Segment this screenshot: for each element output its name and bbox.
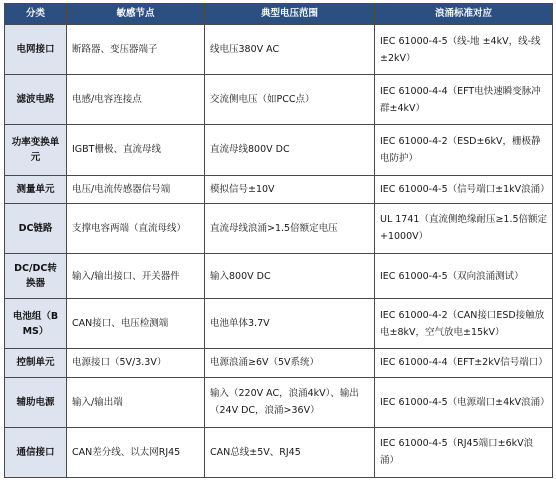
category-cell: DC/DC转换器 [5, 254, 67, 299]
node-cell: 输入/输出端 [67, 377, 205, 427]
table-row [5, 254, 553, 299]
node-cell: CAN接口、电压检测端 [67, 299, 205, 349]
category-cell: 控制单元 [5, 349, 67, 377]
node-cell: 输入/输出接口、开关器件 [67, 254, 205, 299]
voltage-cell: 线电压380V AC [205, 25, 375, 75]
standard-cell: IEC 61000-4-5（RJ45端口±6kV浪涌） [375, 427, 553, 477]
category-cell: 测量单元 [5, 175, 67, 203]
standard-cell: IEC 61000-4-5（电源端口±4kV浪涌） [375, 377, 553, 427]
header-row [5, 4, 553, 25]
standard-cell: IEC 61000-4-2（ESD±6kV，栅极静电防护） [375, 125, 553, 175]
header-category: 分类 [5, 4, 67, 25]
category-cell: 功率变换单元 [5, 125, 67, 175]
standard-cell: IEC 61000-4-5（信号端口±1kV浪涌） [375, 175, 553, 203]
surge-protection-table [4, 3, 553, 478]
table-row [5, 125, 553, 175]
standard-cell: IEC 61000-4-5（双向浪涌测试） [375, 254, 553, 299]
standard-cell: IEC 61000-4-5（线-地 ±4kV，线-线 ±2kV） [375, 25, 553, 75]
node-cell: 电感/电容连接点 [67, 75, 205, 125]
node-cell: 断路器、变压器端子 [67, 25, 205, 75]
header-surge-standard: 浪涌标准对应 [375, 4, 553, 25]
voltage-cell: 电池单体3.7V [205, 299, 375, 349]
voltage-cell: 模拟信号±10V [205, 175, 375, 203]
category-cell: 通信接口 [5, 427, 67, 477]
table-row [5, 377, 553, 427]
table-row [5, 25, 553, 75]
node-cell: 电压/电流传感器信号端 [67, 175, 205, 203]
table-row [5, 427, 553, 477]
standard-cell: IEC 61000-4-2（CAN接口ESD接触放电±8kV，空气放电±15kV） [375, 299, 553, 349]
node-cell: CAN差分线、以太网RJ45 [67, 427, 205, 477]
voltage-cell: 交流侧电压（如PCC点） [205, 75, 375, 125]
node-cell: IGBT栅极、直流母线 [67, 125, 205, 175]
category-cell: DC链路 [5, 203, 67, 253]
standard-cell: UL 1741（直流侧绝缘耐压≥1.5倍额定+1000V） [375, 203, 553, 253]
category-cell: 滤波电路 [5, 75, 67, 125]
node-cell: 支撑电容两端（直流母线） [67, 203, 205, 253]
node-cell: 电源接口（5V/3.3V） [67, 349, 205, 377]
voltage-cell: 输入800V DC [205, 254, 375, 299]
voltage-cell: 直流母线浪涌>1.5倍额定电压 [205, 203, 375, 253]
voltage-cell: 电源浪涌≥6V（5V系统） [205, 349, 375, 377]
header-sensitive-node: 敏感节点 [67, 4, 205, 25]
voltage-cell: CAN总线±5V、RJ45 [205, 427, 375, 477]
standard-cell: IEC 61000-4-4（EFT电快速瞬变脉冲群±4kV） [375, 75, 553, 125]
voltage-cell: 直流母线800V DC [205, 125, 375, 175]
category-cell: 辅助电源 [5, 377, 67, 427]
table-row [5, 75, 553, 125]
category-cell: 电网接口 [5, 25, 67, 75]
table-row [5, 349, 553, 377]
voltage-cell: 输入（220V AC，浪涌4kV）、输出（24V DC，浪涌>36V） [205, 377, 375, 427]
standard-cell: IEC 61000-4-4（EFT±2kV信号端口） [375, 349, 553, 377]
table-row [5, 299, 553, 349]
table-row [5, 175, 553, 203]
category-cell: 电池组（BMS） [5, 299, 67, 349]
header-voltage-range: 典型电压范围 [205, 4, 375, 25]
table-row [5, 203, 553, 253]
